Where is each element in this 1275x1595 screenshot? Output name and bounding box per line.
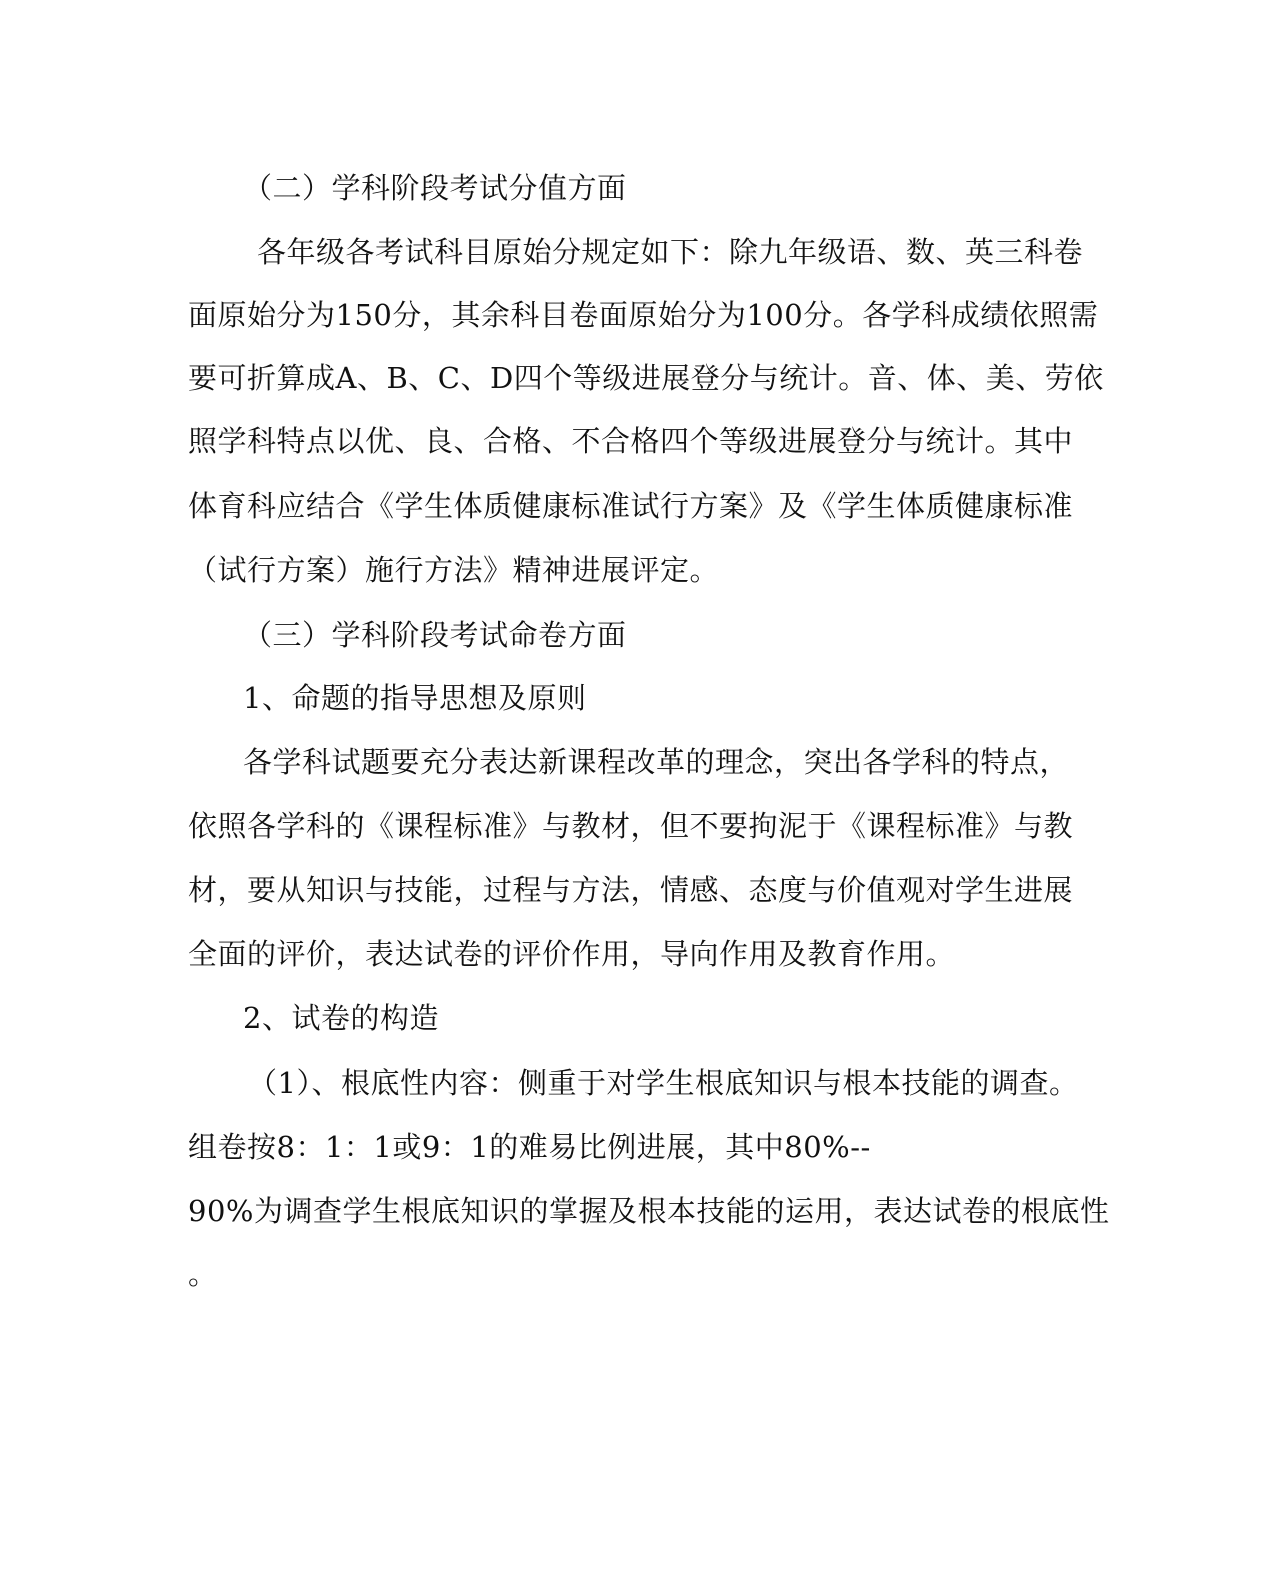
paragraph-line: 材，要从知识与技能，过程与方法，情感、态度与价值观对学生进展 — [188, 873, 1074, 907]
paragraph-line: 全面的评价，表达试卷的评价作用，导向作用及教育作用。 — [188, 937, 956, 971]
section-heading-3: （三）学科阶段考试命卷方面 — [243, 618, 627, 652]
subsection-heading-1: 1、命题的指导思想及原则 — [243, 681, 587, 715]
paragraph-line: （试行方案）施行方法》精神进展评定。 — [188, 553, 720, 587]
subsection-heading-2: 2、试卷的构造 — [243, 1001, 439, 1035]
paragraph-line: 体育科应结合《学生体质健康标准试行方案》及《学生体质健康标准 — [188, 489, 1074, 523]
paragraph-line: 组卷按8：1：1或9：1的难易比例进展，其中80%-- — [188, 1130, 871, 1164]
paragraph-line: 面原始分为150分，其余科目卷面原始分为100分。各学科成绩依照需 — [188, 298, 1099, 332]
section-heading-2: （二）学科阶段考试分值方面 — [243, 171, 627, 205]
paragraph-line: 各年级各考试科目原始分规定如下：除九年级语、数、英三科卷 — [257, 235, 1084, 269]
paragraph-line: 90%为调查学生根底知识的掌握及根本技能的运用，表达试卷的根底性 — [188, 1194, 1110, 1228]
paragraph-line: 依照各学科的《课程标准》与教材，但不要拘泥于《课程标准》与教 — [188, 809, 1074, 843]
paragraph-line: （1）、根底性内容：侧重于对学生根底知识与根本技能的调查。 — [248, 1066, 1079, 1100]
paragraph-line: 照学科特点以优、良、合格、不合格四个等级进展登分与统计。其中 — [188, 424, 1074, 458]
paragraph-line: 要可折算成A、B、C、D四个等级进展登分与统计。音、体、美、劳依 — [188, 361, 1104, 395]
paragraph-line: 。 — [188, 1257, 218, 1291]
paragraph-line: 各学科试题要充分表达新课程改革的理念，突出各学科的特点， — [243, 745, 1070, 779]
